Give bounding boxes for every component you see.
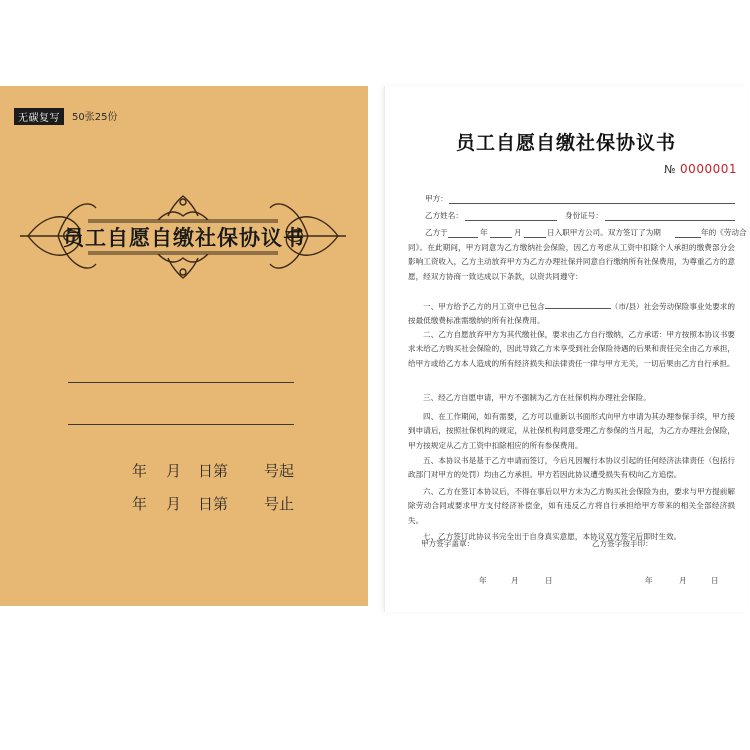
- clause-6: 六、乙方在签订本协议后，不得在事后以甲方未为乙方购买社会保险为由，要求与甲方提前解除劳动合同或要求甲方支付经济补偿金，如有违反乙方将自行承担给甲方带来的相关全部经济损失。: [408, 487, 735, 525]
- clause-4: 四、在工作期间，如有需要，乙方可以重新以书面形式向甲方申请为其办理参保手续，甲方接到申请后，按照社保机构的规定，从社保机构同意受理乙方参保的当月起，为乙方办理社会保险，甲方按规定从乙方工资中扣除相应的所有参保费用。: [408, 412, 735, 450]
- clause-intro: 同》。在此期间，甲方同意为乙方缴纳社会保险，因乙方考虑从工资中扣除个人承担的缴费部分会影响工资收入，乙方主动放弃甲方为乙方办理社保并同意自行缴纳所有社保费用，为尊重乙方的意愿，经双方协商一致达成以下条款，以资共同遵守：: [408, 243, 735, 281]
- party-b-name-label: 乙方姓名：: [425, 211, 463, 220]
- party-a-signature-label: 甲方签字盖章：: [421, 539, 475, 548]
- id-number-label: 身份证号：: [565, 211, 603, 220]
- serial-number: № 0000001: [664, 162, 737, 176]
- party-a-label: 甲方：: [425, 194, 448, 203]
- booklet-cover: 无碳复写 50张25份 员工自愿自缴社保协议书 年 月 日第 号起 年 月 日第 号止: [0, 86, 368, 606]
- agreement-sheet: 员工自愿自缴社保协议书 № 0000001 甲方： 乙方姓名： 身份证号： 乙方于 年 月 日入职甲方公司。双方签订了为期 年的《劳动合 同》。在此期间，甲方同意为乙方缴纳社会保险，因乙方考虑从工资中扣除个人承担的缴费部分会影响工资收入，乙方主动放弃甲方为乙方办理社保并同意自行缴纳所有社保费用，为尊重乙方的意愿，经双方协商一致达成以下条款，以资共同遵守： 一、甲方给予乙方的月工资中已包含 （市/县）社会劳动保险事业处要求的按最低缴费标准需缴纳的所有社保费用。 二、乙方自愿放弃甲方为其代缴社保，要求由乙方自行缴纳，乙方承诺：甲方按照本协议书要求未给乙方购买社会保险的，因此导致乙方未享受到社会保险待遇的后果和责任完全由乙方承担，给甲方或给乙方本人造成的所有经济损失和法律责任一律与甲方无关，一切后果由乙方自行承担。 三、经乙方自愿申请，甲方不强制为乙方在社保机构办理社会保险。 四、在工作期间，如有需要，乙方可以重新以书面形式向甲方申请为其办理参保手续，甲方接到申请后，按照社保机构的规定，从社保机构同意受理乙方参保的当月起，为乙方办理社会保险，甲方按规定从乙方工资中扣除相应的所有参保费用。 五、本协议书是基于乙方申请而签订，今后凡因履行本协议引起的任何经济法律责任（包括行政部门对甲方的处罚）均由乙方承担。甲方若因此协议遭受损失有权向乙方追偿。 六、乙方在签订本协议后，不得在事后以甲方未为乙方购买社会保险为由，要求与甲方提前解除劳动合同或要求甲方支付经济补偿金，如有违反乙方将自行承担给甲方带来的相关全部经济损失。 七、乙方签订此协议书完全出于自身真实意愿，本协议双方签字后即时生效。 甲方签字盖章： 乙方签字按手印： 年 月 日 年 月 日: [384, 86, 747, 612]
- join-year-field[interactable]: [448, 237, 478, 238]
- carbonless-tag: 无碳复写: [14, 108, 64, 125]
- join-day-field[interactable]: [524, 237, 546, 238]
- party-b-signature-label: 乙方签字按手印：: [592, 539, 653, 548]
- party-a-field[interactable]: [449, 203, 735, 204]
- clause-7: 七、乙方签订此协议书完全出于自身真实意愿，本协议双方签字后即时生效。: [423, 532, 682, 541]
- cover-blank-line-1: [68, 382, 294, 383]
- city-field[interactable]: [545, 299, 611, 309]
- clause-3: 三、经乙方自愿申请，甲方不强制为乙方在社保机构办理社会保险。: [423, 393, 651, 402]
- sheet-count: 50张25份: [72, 112, 118, 123]
- clause-1: 一、甲方给予乙方的月工资中已包含 （市/县）社会劳动保险事业处要求的按最低缴费标准需缴纳的所有社保费用。: [408, 299, 735, 329]
- contract-years-field[interactable]: [675, 237, 701, 238]
- cover-blank-line-2: [68, 424, 294, 425]
- join-month-field[interactable]: [490, 237, 512, 238]
- sheet-title: 员工自愿自缴社保协议书: [455, 132, 676, 154]
- clause-5: 五、本协议书是基于乙方申请而签订，今后凡因履行本协议引起的任何经济法律责任（包括行政部门对甲方的处罚）均由乙方承担。甲方若因此协议遭受损失有权向乙方追偿。: [408, 456, 735, 480]
- cover-title: 员工自愿自缴社保协议书: [63, 226, 305, 250]
- party-b-name-field[interactable]: [465, 220, 557, 221]
- clause-2: 二、乙方自愿放弃甲方为其代缴社保，要求由乙方自行缴纳，乙方承诺：甲方按照本协议书要求未给乙方购买社会保险的，因此导致乙方未享受到社会保险待遇的后果和责任完全由乙方承担，给甲方或给乙方本人造成的所有经济损失和法律责任一律与甲方无关，一切后果由乙方自行承担。: [408, 330, 735, 368]
- id-number-field[interactable]: [605, 220, 735, 221]
